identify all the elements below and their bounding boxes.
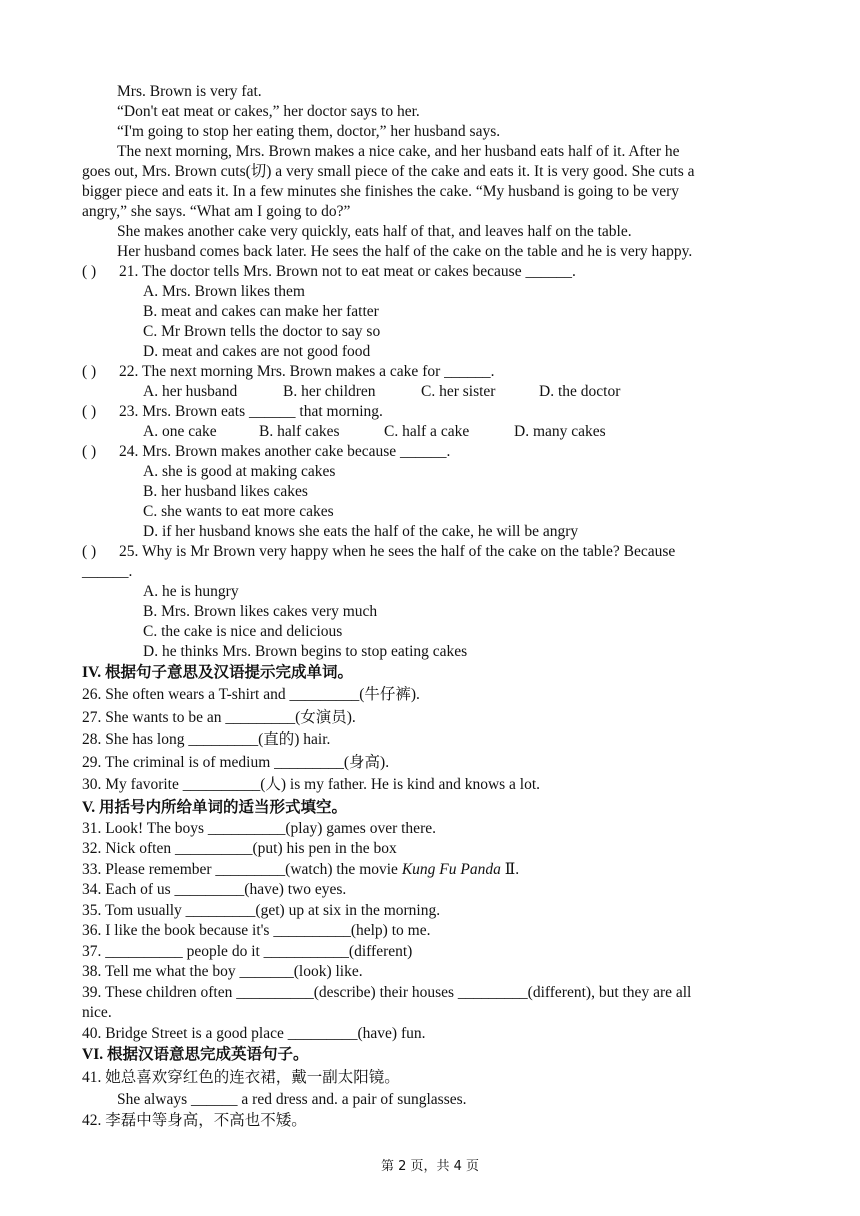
fill-item: 40. Bridge Street is a good place _________(have) fun. [82,1024,426,1042]
translation-prompt: 41. 她总喜欢穿红色的连衣裙，戴一副太阳镜。 [82,1069,400,1086]
section-heading: V. 用括号内所给单词的适当形式填空。 [82,798,347,816]
translation-answer: She always ______ a red dress and. a pair of sunglasses. [117,1091,467,1108]
fill-item: 29. The criminal is of medium _________(身高). [82,753,390,771]
answer-blank[interactable]: ( ) [82,403,97,420]
answer-blank[interactable]: ( ) [82,443,97,460]
fill-item: 27. She wants to be an _________(女演员). [82,708,356,726]
fill-item-text: 33. Please remember _________(watch) the movie [82,860,402,878]
passage-line: She makes another cake very quickly, eats half of that, and leaves half on the table. [117,223,632,240]
option: C. her sister [421,383,496,400]
question-22 [82,362,772,382]
fill-item: 26. She often wears a T-shirt and _________(牛仔裤). [82,686,420,703]
fill-item: 30. My favorite __________(人) is my father. He is kind and knows a lot. [82,776,541,793]
fill-item: 36. I like the book because it's __________(help) to me. [82,922,431,939]
fill-item-cont: nice. [82,1004,112,1021]
page-footer: 第 2 页，共 4 页 [380,1159,480,1174]
option: A. she is good at making cakes [143,463,336,480]
option: D. meat and cakes are not good food [143,343,371,360]
fill-item: 35. Tom usually _________(get) up at six in the morning. [82,901,441,919]
option: B. her husband likes cakes [143,483,308,500]
option: A. her husband [143,383,238,400]
question-stem-cont: ______. [82,563,133,580]
answer-blank[interactable]: ( ) [82,263,97,280]
options-row [82,422,772,442]
option: B. meat and cakes can make her fatter [143,303,379,320]
option: D. if her husband knows she eats the half of the cake, he will be angry [143,523,579,540]
passage-line: goes out, Mrs. Brown cuts(切) a very small piece of the cake and eats it. It is very good. She cuts a [82,163,695,180]
question-stem: 25. Why is Mr Brown very happy when he sees the half of the cake on the table? Because [119,543,676,560]
passage-line: “Don't eat meat or cakes,” her doctor says to her. [117,103,420,120]
option: D. the doctor [539,383,621,400]
question-stem: 23. Mrs. Brown eats ______ that morning. [119,403,383,420]
question-24 [82,442,772,462]
question-21 [82,262,772,282]
option: B. Mrs. Brown likes cakes very much [143,603,378,620]
options-row [82,382,772,402]
passage-line: angry,” she says. “What am I going to do?” [82,203,351,220]
question-stem: 22. The next morning Mrs. Brown makes a cake for ______. [119,363,495,380]
fill-item: 37. __________ people do it ___________(different) [82,942,413,960]
passage-line: The next morning, Mrs. Brown makes a nice cake, and her husband eats half of it. After he [117,143,680,160]
answer-blank[interactable]: ( ) [82,543,97,560]
question-25 [82,542,772,562]
fill-item: 38. Tell me what the boy _______(look) like. [82,963,363,980]
option: A. one cake [143,423,217,440]
fill-item [82,860,772,881]
passage-line: Mrs. Brown is very fat. [117,83,262,100]
passage-line: “I'm going to stop her eating them, doctor,” her husband says. [117,123,501,140]
fill-item: 32. Nick often __________(put) his pen in the box [82,840,397,857]
option: B. her children [283,383,376,400]
section-heading: VI. 根据汉语意思完成英语句子。 [82,1046,309,1063]
worksheet-page [82,82,772,1132]
fill-item: 31. Look! The boys __________(play) games over there. [82,819,436,837]
option: C. she wants to eat more cakes [143,503,334,520]
passage-line: Her husband comes back later. He sees the half of the cake on the table and he is very happy. [117,243,693,260]
question-stem: 21. The doctor tells Mrs. Brown not to eat meat or cakes because ______. [119,263,576,280]
question-stem: 24. Mrs. Brown makes another cake because ______. [119,443,451,460]
option: C. the cake is nice and delicious [143,623,343,640]
option: D. many cakes [514,423,606,440]
fill-item: 28. She has long _________(直的) hair. [82,731,331,748]
option: A. he is hungry [143,583,239,600]
option: B. half cakes [259,423,340,440]
fill-item: 34. Each of us _________(have) two eyes. [82,881,347,898]
option: D. he thinks Mrs. Brown begins to stop eating cakes [143,643,468,660]
movie-suffix: Ⅱ. [500,860,520,878]
option: C. half a cake [384,423,470,440]
fill-item: 39. These children often __________(describe) their houses _________(different), but they are all [82,983,692,1001]
option: C. Mr Brown tells the doctor to say so [143,323,381,340]
answer-blank[interactable]: ( ) [82,363,97,380]
section-heading: IV. 根据句子意思及汉语提示完成单词。 [82,664,353,681]
movie-title: Kung Fu Panda [401,860,501,878]
question-23 [82,402,772,422]
translation-prompt: 42. 李磊中等身高，不高也不矮。 [82,1112,307,1129]
option: A. Mrs. Brown likes them [143,283,305,300]
passage-line: bigger piece and eats it. In a few minutes she finishes the cake. “My husband is going to be very [82,183,680,200]
